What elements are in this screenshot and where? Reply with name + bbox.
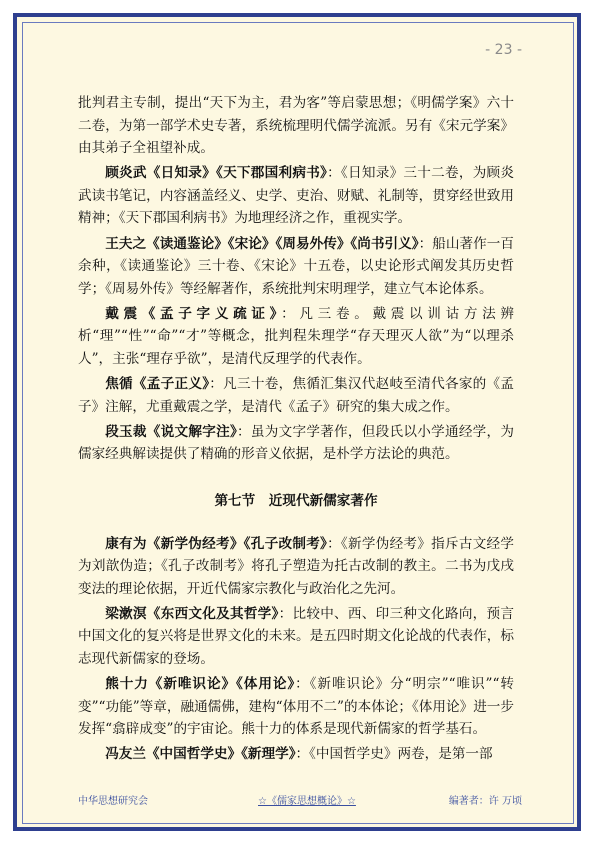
entry-text: ：虽为文字学著作，但段氏以小学通经学，为儒家经典解读提供了精确的形音义依据，是朴学方法论的典范。 — [78, 423, 514, 463]
footer-author: 编著者：许 万顷 — [448, 796, 522, 807]
entry-text: ：比较中、西、印三种文化路向，预言中国文化的复兴将是世界文化的未来。是五四时期文化论战的代表作，标志现代新儒家的登场。 — [78, 605, 515, 668]
entry-liang-shuming — [78, 603, 514, 671]
paragraph-continuation — [78, 92, 514, 160]
entry-text: ：船山著作一百余种，《读通鉴论》三十卷、《宋论》十五卷，以史论形式阐发其历史哲学；《周易外传》等经解著作，系统批判宋明理学，建立气本论体系。 — [78, 235, 514, 297]
entry-text: ：凡三卷。戴震以训诂方法辨析“理”“性”“命”“才”等概念，批判程朱理学“存天理灭人欲”为“以理杀人”，主张“理存乎欲”，是清代反理学的代表作。 — [78, 305, 514, 368]
entry-gu-yanwu — [78, 162, 514, 230]
footer-book-title-link[interactable]: ☆《儒家思想概论》☆ — [258, 796, 356, 807]
entry-xiong-shili — [78, 673, 514, 741]
entry-heading: 段玉裁《说文解字注》 — [105, 423, 238, 440]
entry-dai-zhen — [78, 303, 514, 371]
entry-text: ：《日知录》三十二卷，为顾炎武读书笔记，内容涵盖经义、史学、吏治、财赋、礼制等，贯穿经世致用精神；《天下郡国利病书》为地理经济之作，重视实学。 — [78, 165, 514, 227]
entry-heading: 梁漱溟《东西文化及其哲学》 — [105, 605, 279, 622]
section-title: 第七节 近现代新儒家著作 — [214, 493, 378, 509]
entry-text: ：《新唯识论》分“明宗”“唯识”“转变”“功能”等章，融通儒佛，建构“体用不二”的本体论；《体用论》进一步发挥“翕辟成变”的宇宙论。熊十力的体系是现代新儒家的哲学基石。 — [78, 676, 514, 738]
entry-heading: 熊十力《新唯识论》《体用论》 — [105, 676, 296, 693]
entry-kang-youwei — [78, 533, 514, 601]
body-text — [78, 92, 514, 766]
entry-heading: 顾炎武《日知录》《天下郡国利病书》 — [105, 165, 328, 182]
entry-heading: 王夫之《读通鉴论》《宋论》《周易外传》《尚书引义》 — [105, 235, 419, 252]
entry-feng-youlan — [78, 743, 514, 766]
entry-text: ：《新学伪经考》指斥古文经学为刘歆伪造；《孔子改制考》将孔子塑造为托古改制的教主。二书为戊戌变法的理论依据，开近代儒家宗教化与政治化之先河。 — [78, 535, 514, 597]
entry-heading: 戴震《孟子字义疏证》 — [105, 305, 282, 322]
entry-jiao-xun — [78, 373, 514, 418]
entry-text: ：《中国哲学史》两卷，是第一部 — [295, 746, 493, 763]
entry-heading: 冯友兰《中国哲学史》《新理学》 — [105, 746, 296, 763]
entry-duan-yucai — [78, 421, 514, 466]
entry-text: ：凡三十卷，焦循汇集汉代赵岐至清代各家的《孟子》注解，尤重戴震之学，是清代《孟子》研究的集大成之作。 — [78, 376, 515, 415]
page-number: - 23 - — [485, 42, 522, 58]
footer-publisher: 中华思想研究会 — [78, 796, 148, 807]
entry-wang-fuzhi — [78, 233, 514, 301]
page-footer — [78, 792, 522, 810]
entry-heading: 焦循《孟子正义》 — [105, 376, 210, 393]
entry-heading: 康有为《新学伪经考》《孔子改制考》 — [105, 535, 328, 552]
paragraph-text: 批判君主专制，提出“天下为主，君为客”等启蒙思想；《明儒学案》六十二卷，为第一部学术史专著，系统梳理明代儒学流派。另有《宋元学案》由其弟子全祖望补成。 — [78, 95, 514, 157]
